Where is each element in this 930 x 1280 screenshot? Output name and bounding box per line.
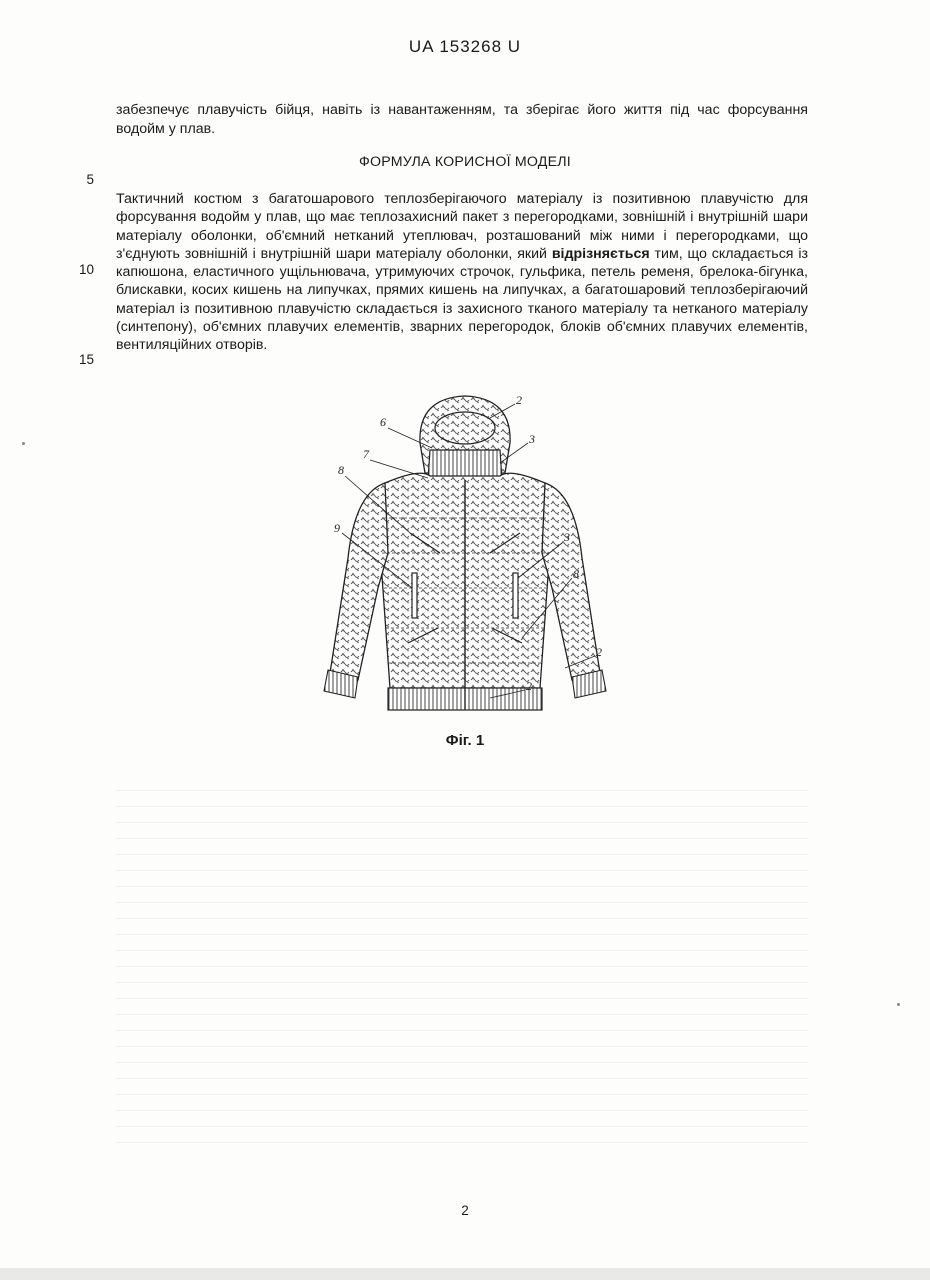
line-number: 10 — [78, 262, 94, 277]
intro-paragraph: забезпечує плавучість бійця, навіть із навантаженням, та зберігає його життя під час форсування водойм у плав. — [116, 102, 808, 137]
line-number: 15 — [78, 352, 94, 367]
figure-caption: Фіг. 1 — [445, 732, 485, 749]
jacket-figure — [300, 388, 630, 748]
claim-emphasis: відрізняється — [551, 245, 650, 262]
callout-label: 7 — [363, 447, 369, 461]
claim-paragraph — [116, 190, 808, 355]
callout-label: 6 — [380, 415, 386, 429]
section-title: ФОРМУЛА КОРИСНОЇ МОДЕЛІ — [359, 154, 571, 170]
claim-text-part1: Тактичний костюм з багатошарового теплозберігаючого матеріалу із позитивною плавучістю для форсування водойм у плав, що має теплозахисний пакет з перегородками, зовнішній і внутрішній шари матеріалу оболонки, об'ємний нетканий утеплювач, розташований між ними і перегородками, що з'єднують зовнішній і внутрішній шари матеріалу оболонки, який — [116, 191, 808, 262]
callout-label: 8 — [338, 463, 344, 477]
callout-label: 2 — [596, 645, 602, 659]
page-number: 2 — [461, 1203, 469, 1218]
scan-edge — [0, 1268, 930, 1280]
left-sleeve — [330, 483, 388, 680]
callout-label: 3 — [529, 432, 535, 446]
callout-label: 8 — [573, 567, 579, 581]
callout-label: 2 — [526, 679, 532, 693]
bleed-through-texture — [116, 775, 808, 1143]
scan-speck — [22, 442, 25, 445]
scan-speck — [897, 1003, 900, 1006]
line-number: 5 — [86, 172, 94, 187]
callout-label: 2 — [516, 393, 522, 407]
claim-text-part2: тим, що складається із капюшона, еластичного ущільнювача, утримуючих строчок, гульфика, петель ременя, брелока-бігунка, блискавки, косих кишень на липучках, прямих кишень на липучках, а багатошаровий теплозберігаючий матеріал із позитивною плавучістю складається із захисного тканого матеріалу та нетканого матеріалу (синтепону), об'ємних плавучих елементів, зварних перегородок, блоків об'ємних плавучих елементів, вентиляційних отворів. — [116, 245, 808, 354]
hood-opening — [435, 412, 495, 444]
callout-label: 9 — [334, 521, 340, 535]
patent-number-header: UA 153268 U — [408, 37, 522, 56]
callout-label: 3 — [564, 530, 570, 544]
right-sleeve — [542, 483, 600, 680]
